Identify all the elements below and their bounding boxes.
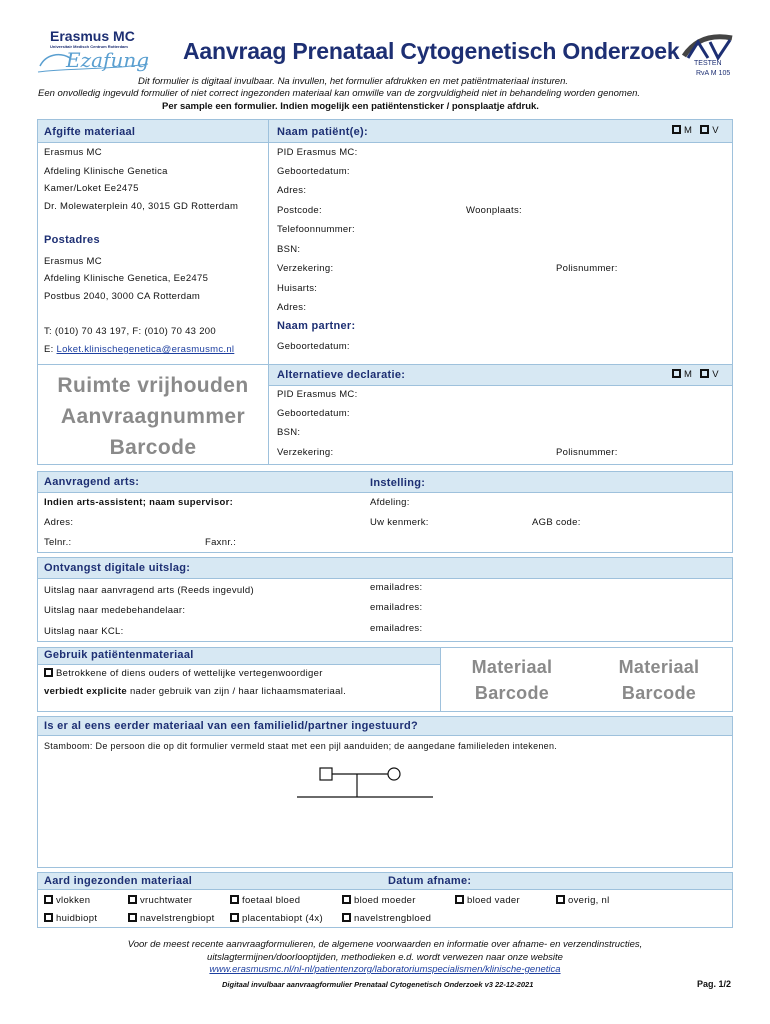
- materiaal-barcode-1: [452, 654, 572, 706]
- logo-name: Erasmus MC: [50, 28, 135, 44]
- partner-heading: Naam partner:: [277, 320, 356, 332]
- ontvangst-row-label: Uitslag naar medebehandelaar:: [44, 605, 186, 616]
- aard-option-label: vruchtwater: [140, 895, 193, 906]
- logo-tagline: Universitair Medisch Centrum Rotterdam: [50, 44, 128, 49]
- logo-swoosh-icon: [36, 28, 156, 76]
- afgifte-line: Dr. Molewaterplein 40, 3015 GD Rotterdam: [44, 201, 239, 212]
- patient-polis-label: Polisnummer:: [556, 263, 618, 274]
- footer-url-line: [0, 964, 770, 975]
- email-line: [44, 344, 234, 355]
- footer-version: Digitaal invulbaar aanvraagformulier Prenataal Cytogenetisch Onderzoek v3 22-12-2021: [222, 980, 534, 989]
- ontvangst-row-label: Uitslag naar KCL:: [44, 626, 124, 637]
- gebruik-line1: [44, 668, 323, 679]
- partner-geboorte-label: Geboortedatum:: [277, 341, 350, 352]
- gebruik-line1-text: Betrokkene of diens ouders of wettelijke vertegenwoordiger: [56, 668, 323, 679]
- aard-checkbox[interactable]: [44, 913, 53, 922]
- aard-option-label: bloed moeder: [354, 895, 416, 906]
- page-number: Pag. 1/2: [697, 979, 732, 989]
- alt-gender-m-checkbox[interactable]: [672, 369, 681, 378]
- alt-gender-m-label: M: [684, 369, 693, 380]
- ontvangst-row-email: emailadres:: [370, 582, 423, 593]
- aard-checkbox[interactable]: [44, 895, 53, 904]
- mat2-line2: Barcode: [621, 683, 697, 703]
- intro-line3: Per sample een formulier. Indien mogelijk een patiëntensticker / ponsplaatje afdruk.: [162, 101, 539, 112]
- gebruik-line2-rest: nader gebruik van zijn / haar lichaamsmateriaal.: [127, 686, 347, 697]
- badge-line2: RvA M 105: [696, 70, 731, 77]
- patient-geboorte-label: Geboortedatum:: [277, 166, 350, 177]
- postadres-line: Erasmus MC: [44, 256, 102, 267]
- patient-huisarts-label: Huisarts:: [277, 283, 318, 294]
- aard-option-label: huidbiopt: [56, 913, 98, 924]
- patient-telefoon-label: Telefoonnummer:: [277, 224, 355, 235]
- email-prefix: E:: [44, 344, 57, 355]
- aard-option[interactable]: [128, 895, 192, 906]
- gebruik-line2-bold: verbiedt explicite: [44, 686, 128, 697]
- aard-checkbox[interactable]: [556, 895, 565, 904]
- gender-m-label: M: [684, 125, 693, 136]
- datum-afname-label: Datum afname:: [388, 875, 472, 887]
- footer-url[interactable]: www.erasmusmc.nl/nl-nl/patientenzorg/laboratoriumspecialismen/klinische-genetica: [209, 964, 561, 975]
- page-title: Aanvraag Prenataal Cytogenetisch Onderzoek: [183, 38, 680, 64]
- aard-option[interactable]: [556, 895, 610, 906]
- alt-pid-label: PID Erasmus MC:: [277, 389, 358, 400]
- mat1-line1: Materiaal: [471, 657, 553, 677]
- aard-option-label: bloed vader: [467, 895, 520, 906]
- aard-option[interactable]: [230, 895, 300, 906]
- aard-option[interactable]: [342, 913, 431, 924]
- aanvraag-placeholder: [38, 370, 268, 463]
- aard-checkbox[interactable]: [128, 913, 137, 922]
- intro-line1: Dit formulier is digitaal invulbaar. Na invullen, het formulier afdrukken en met patiëntmateriaal insturen.: [138, 76, 568, 87]
- aard-checkbox[interactable]: [230, 895, 239, 904]
- gender-m-checkbox[interactable]: [672, 125, 681, 134]
- ontvangst-heading: Ontvangst digitale uitslag:: [44, 562, 191, 574]
- aard-option-label: navelstrengbiopt: [140, 913, 215, 924]
- patient-adres-label: Adres:: [277, 185, 307, 196]
- gebruik-heading: Gebruik patiëntenmateriaal: [44, 649, 194, 661]
- gebruik-line2: [44, 686, 346, 697]
- pedigree-female-symbol: [388, 768, 400, 780]
- gebruik-checkbox[interactable]: [44, 668, 53, 677]
- alt-heading: Alternatieve declaratie:: [277, 369, 406, 381]
- aard-option[interactable]: [128, 913, 215, 924]
- assistent-label: Indien arts-assistent; naam supervisor:: [44, 497, 234, 508]
- pedigree-diagram: [295, 764, 495, 814]
- badge-line1: TESTEN: [694, 60, 722, 67]
- patient-woonplaats-label: Woonplaats:: [466, 205, 522, 216]
- email-link[interactable]: Loket.klinischegenetica@erasmusmc.nl: [56, 344, 235, 355]
- ontvangst-row-label: Uitslag naar aanvragend arts (Reeds ingevuld): [44, 585, 254, 596]
- agb-label: AGB code:: [532, 517, 581, 528]
- aanvragend-heading: Aanvragend arts:: [44, 476, 140, 488]
- left-separator: [37, 364, 269, 365]
- logo-script: Ezafung: [66, 48, 150, 72]
- patient-verzekering-label: Verzekering:: [277, 263, 334, 274]
- aard-checkbox[interactable]: [342, 895, 351, 904]
- kenmerk-label: Uw kenmerk:: [370, 517, 429, 528]
- aard-heading: Aard ingezonden materiaal: [44, 875, 193, 887]
- patient-pid-label: PID Erasmus MC:: [277, 147, 358, 158]
- aard-checkbox[interactable]: [128, 895, 137, 904]
- alt-polis-label: Polisnummer:: [556, 447, 618, 458]
- top-grid-divider: [268, 119, 269, 465]
- afgifte-line: Afdeling Klinische Genetica: [44, 166, 168, 177]
- stamboom-text: Stamboom: De persoon die op dit formulier vermeld staat met een pijl aanduiden; de aangedane familieleden intekenen.: [44, 741, 558, 751]
- pedigree-male-symbol: [320, 768, 332, 780]
- alt-gender: [672, 369, 719, 380]
- alt-gender-v-label: V: [712, 369, 719, 380]
- aard-option[interactable]: [342, 895, 416, 906]
- aard-option-label: overig, nl: [568, 895, 610, 906]
- alt-geboorte-label: Geboortedatum:: [277, 408, 350, 419]
- telnr-label: Telnr.:: [44, 537, 72, 548]
- aard-option[interactable]: [230, 913, 323, 924]
- postadres-heading: Postadres: [44, 234, 100, 246]
- aard-checkbox[interactable]: [455, 895, 464, 904]
- alt-verzekering-label: Verzekering:: [277, 447, 334, 458]
- rva-logo-icon: [678, 30, 740, 60]
- alt-bsn-label: BSN:: [277, 427, 301, 438]
- afdeling-label: Afdeling:: [370, 497, 410, 508]
- instelling-heading: Instelling:: [370, 477, 426, 489]
- materiaal-barcode-2: [599, 654, 719, 706]
- patient-heading: Naam patiënt(e):: [277, 126, 368, 138]
- ontvangst-row-email: emailadres:: [370, 623, 423, 634]
- aard-checkbox[interactable]: [230, 913, 239, 922]
- aard-option[interactable]: [44, 913, 97, 924]
- mat1-line2: Barcode: [474, 683, 550, 703]
- footer-line1: Voor de meest recente aanvraagformulieren, de algemene voorwaarden en informatie over afname- en verzendinstructies,: [127, 939, 643, 950]
- postadres-line: Afdeling Klinische Genetica, Ee2475: [44, 273, 209, 284]
- mat2-line1: Materiaal: [618, 657, 700, 677]
- patient-adres2-label: Adres:: [277, 302, 307, 313]
- gender-v-label: V: [712, 125, 719, 136]
- gender-v-checkbox[interactable]: [700, 125, 709, 134]
- intro-line2: Een onvolledig ingevuld formulier of niet correct ingezonden materiaal kan omwille van de zorgvuldigheid niet in behandeling worden genomen.: [38, 88, 641, 99]
- aard-option-label: foetaal bloed: [242, 895, 301, 906]
- erasmus-logo: [36, 28, 156, 76]
- phone-line: T: (010) 70 43 197, F: (010) 70 43 200: [44, 326, 216, 337]
- arts-adres-label: Adres:: [44, 517, 74, 528]
- ontvangst-row-email: emailadres:: [370, 602, 423, 613]
- alt-gender-v-checkbox[interactable]: [700, 369, 709, 378]
- afgifte-heading: Afgifte materiaal: [44, 126, 136, 138]
- afgifte-line: Erasmus MC: [44, 147, 102, 158]
- footer-line2: uitslagtermijnen/doorlooptijden, methodieken e.d. wordt verwezen naar onze website: [207, 952, 563, 963]
- aard-option[interactable]: [455, 895, 520, 906]
- patient-postcode-label: Postcode:: [277, 205, 322, 216]
- familie-heading: Is er al eens eerder materiaal van een familielid/partner ingestuurd?: [44, 720, 419, 732]
- patient-gender: [672, 125, 719, 136]
- postadres-line: Postbus 2040, 3000 CA Rotterdam: [44, 291, 201, 302]
- placeholder-line2: Aanvraagnummer: [60, 405, 246, 428]
- aard-option-label: placentabiopt (4x): [242, 913, 323, 924]
- placeholder-line3: Barcode: [109, 436, 197, 459]
- aard-checkbox[interactable]: [342, 913, 351, 922]
- aard-option-label: vlokken: [56, 895, 91, 906]
- afgifte-line: Kamer/Loket Ee2475: [44, 183, 139, 194]
- faxnr-label: Faxnr.:: [205, 537, 237, 548]
- patient-bsn-label: BSN:: [277, 244, 301, 255]
- aard-option[interactable]: [44, 895, 90, 906]
- aard-option-label: navelstrengbloed: [354, 913, 432, 924]
- placeholder-line1: Ruimte vrijhouden: [57, 374, 249, 397]
- rva-badge: [678, 30, 740, 82]
